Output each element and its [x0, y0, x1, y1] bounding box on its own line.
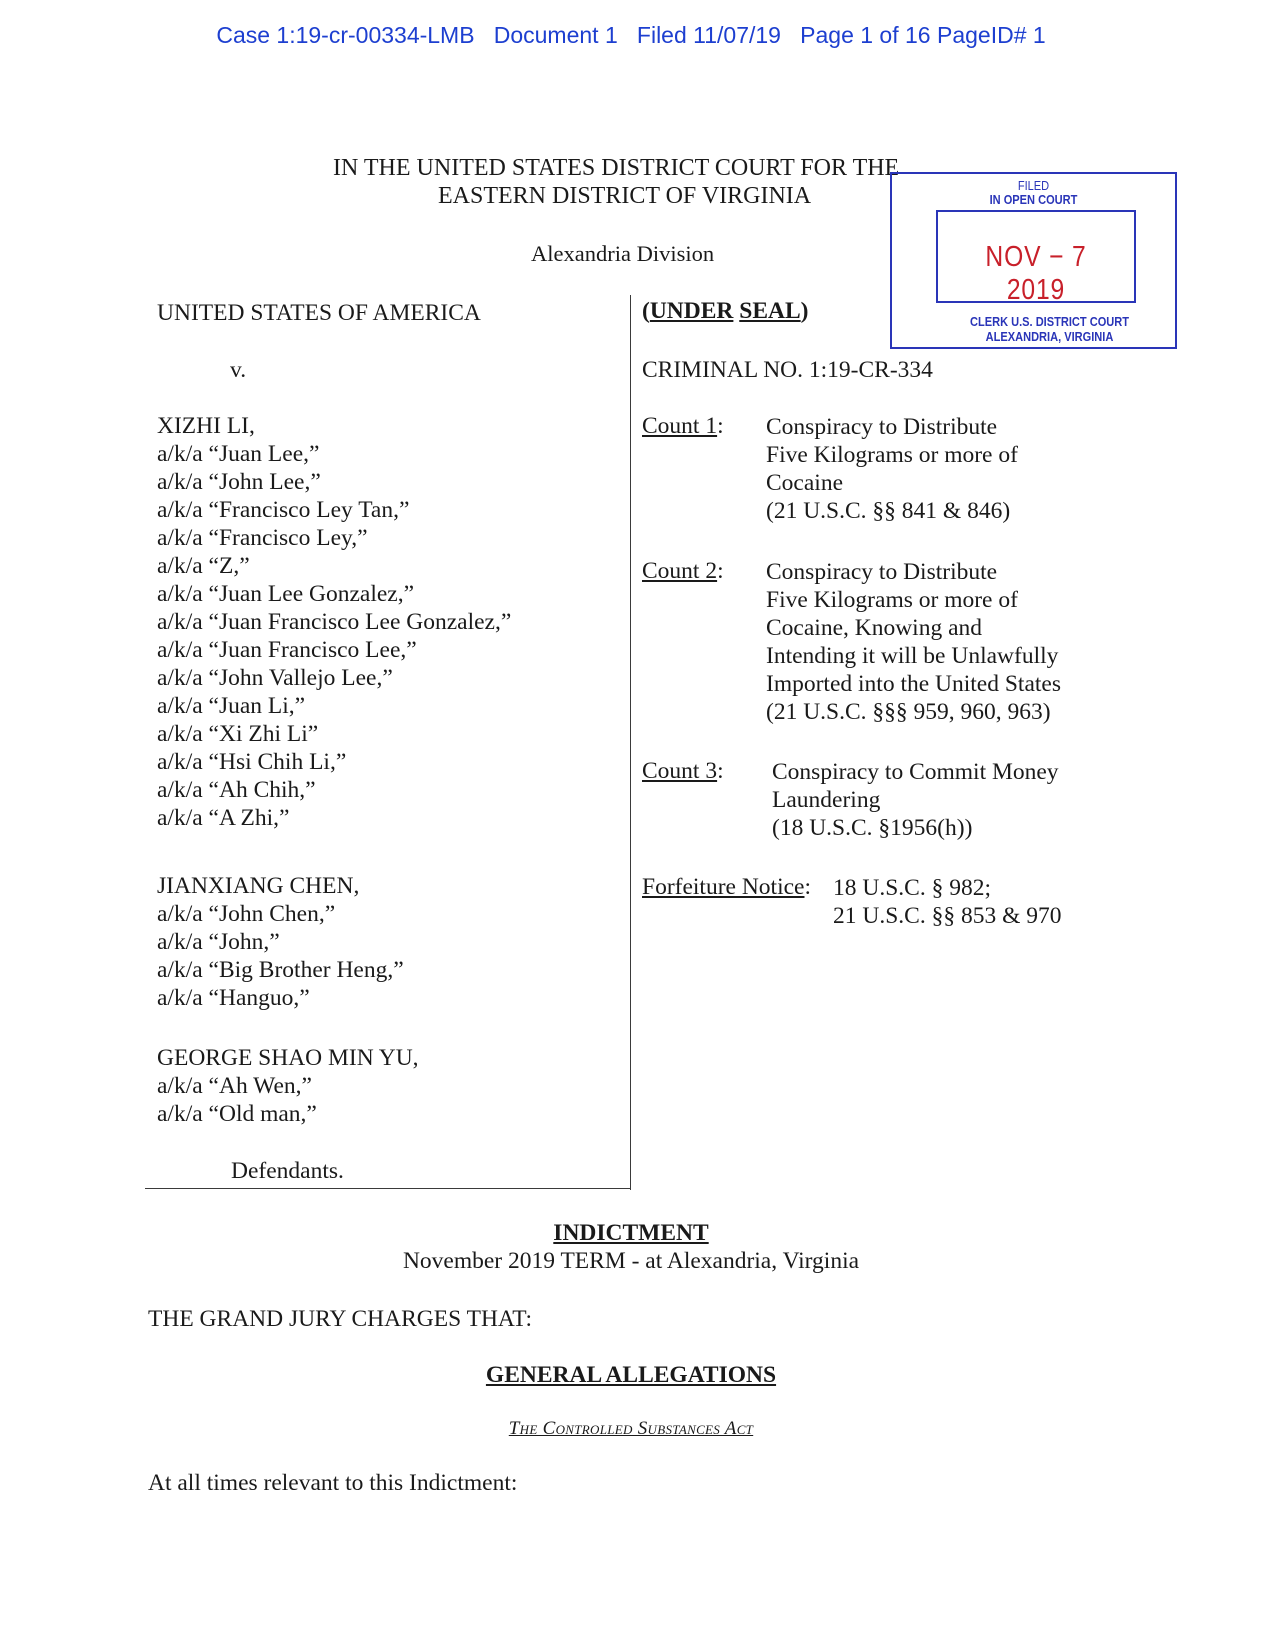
count-3-description — [772, 758, 1059, 842]
count-line: Laundering — [772, 787, 881, 813]
count-line: Intending it will be Unlawfully — [766, 643, 1059, 669]
forfeiture-label — [642, 874, 811, 901]
alias-line: a/k/a “Hsi Chih Li,” — [157, 749, 347, 775]
count-line: (21 U.S.C. §§§ 959, 960, 963) — [766, 699, 1051, 725]
count-line: Conspiracy to Distribute — [766, 414, 998, 440]
caption-divider — [630, 295, 631, 1190]
term-line: November 2019 TERM - at Alexandria, Virginia — [402, 1248, 860, 1274]
alias-line: a/k/a “Juan Francisco Lee,” — [157, 637, 417, 663]
count-line: (21 U.S.C. §§ 841 & 846) — [766, 498, 1011, 524]
count-line: Conspiracy to Commit Money — [772, 759, 1059, 785]
case-header: Case 1:19-cr-00334-LMB Document 1 Filed 11/07/19 Page 1 of 16 PageID# 1 — [216, 22, 1046, 48]
count-line: Conspiracy to Distribute — [766, 559, 998, 585]
grand-jury-charges: THE GRAND JURY CHARGES THAT: — [148, 1306, 532, 1332]
defendant-name: GEORGE SHAO MIN YU, — [157, 1045, 419, 1071]
seal-under: UNDER — [649, 298, 734, 324]
alias-line: a/k/a “John Chen,” — [157, 901, 336, 927]
count-3-label: Count 3 — [642, 758, 718, 784]
count-label — [642, 558, 724, 585]
stamp-filed: FILED — [1017, 178, 1050, 193]
alias-line: a/k/a “John Lee,” — [157, 469, 321, 495]
indictment-title: INDICTMENT — [553, 1220, 709, 1246]
alias-line: a/k/a “Xi Zhi Li” — [157, 721, 319, 747]
count-line: Five Kilograms or more of — [766, 442, 1018, 468]
court-line-1: IN THE UNITED STATES DISTRICT COURT FOR THE — [333, 155, 900, 181]
forfeiture-line: 18 U.S.C. § 982; — [833, 875, 991, 901]
plaintiff: UNITED STATES OF AMERICA — [157, 300, 481, 326]
alias-line: a/k/a “Big Brother Heng,” — [157, 957, 404, 983]
alias-line: a/k/a “Juan Lee,” — [157, 441, 320, 467]
alias-line: a/k/a “Juan Francisco Lee Gonzalez,” — [157, 609, 512, 635]
forfeiture-colon: : — [804, 874, 812, 900]
count-label — [642, 413, 724, 440]
defendants-label: Defendants. — [231, 1158, 344, 1184]
alias-line: a/k/a “Old man,” — [157, 1101, 317, 1127]
alias-line: a/k/a “Francisco Ley,” — [157, 525, 368, 551]
alias-line: a/k/a “Hanguo,” — [157, 985, 310, 1011]
stamp-clerk: CLERK U.S. DISTRICT COURT — [969, 314, 1130, 329]
count-line: Imported into the United States — [766, 671, 1062, 697]
alias-line: a/k/a “Ah Chih,” — [157, 777, 316, 803]
under-seal — [642, 298, 808, 325]
count-colon: : — [717, 758, 724, 784]
stamp-date-box — [936, 210, 1136, 306]
intro-paragraph: At all times relevant to this Indictment: — [148, 1470, 518, 1496]
count-line: (18 U.S.C. §1956(h)) — [772, 815, 973, 841]
count-line: Cocaine — [766, 470, 843, 496]
filed-stamp — [890, 172, 1177, 349]
defendant-name: XIZHI LI, — [157, 413, 255, 439]
forfeiture-line: 21 U.S.C. §§ 853 & 970 — [833, 903, 1062, 929]
count-label — [642, 758, 724, 785]
caption-bottom-rule — [145, 1188, 631, 1189]
alias-line: a/k/a “A Zhi,” — [157, 805, 290, 831]
alias-line: a/k/a “John,” — [157, 929, 280, 955]
alias-line: a/k/a “Ah Wen,” — [157, 1073, 312, 1099]
count-line: Five Kilograms or more of — [766, 587, 1018, 613]
count-2-description — [766, 558, 1061, 726]
count-colon: : — [717, 413, 724, 439]
court-division: Alexandria Division — [531, 241, 715, 266]
alias-line: a/k/a “John Vallejo Lee,” — [157, 665, 393, 691]
court-line-2: EASTERN DISTRICT OF VIRGINIA — [438, 183, 812, 209]
count-2-label: Count 2 — [642, 558, 718, 584]
alias-line: a/k/a “Francisco Ley Tan,” — [157, 497, 410, 523]
stamp-date: NOV − 7 2019 — [985, 241, 1087, 306]
versus: v. — [230, 357, 247, 383]
seal-paren-open: ( — [642, 298, 650, 324]
alias-line: a/k/a “Juan Li,” — [157, 693, 306, 719]
subheading: The Controlled Substances Act — [508, 1418, 754, 1439]
seal-seal: SEAL — [739, 298, 801, 324]
count-line: Cocaine, Knowing and — [766, 615, 983, 641]
alias-line: a/k/a “Juan Lee Gonzalez,” — [157, 581, 415, 607]
seal-paren-close: ) — [800, 298, 809, 324]
alias-line: a/k/a “Z,” — [157, 553, 250, 579]
stamp-open-court: IN OPEN COURT — [989, 192, 1078, 207]
criminal-number: CRIMINAL NO. 1:19-CR-334 — [642, 357, 933, 383]
stamp-location: ALEXANDRIA, VIRGINIA — [985, 329, 1114, 344]
count-1-label: Count 1 — [642, 413, 718, 439]
count-1-description — [766, 413, 1018, 525]
count-colon: : — [717, 558, 724, 584]
section-heading: GENERAL ALLEGATIONS — [485, 1362, 777, 1388]
forfeiture-label-text: Forfeiture Notice — [642, 874, 805, 900]
forfeiture-statutes — [833, 874, 1062, 930]
defendant-name: JIANXIANG CHEN, — [157, 873, 360, 899]
